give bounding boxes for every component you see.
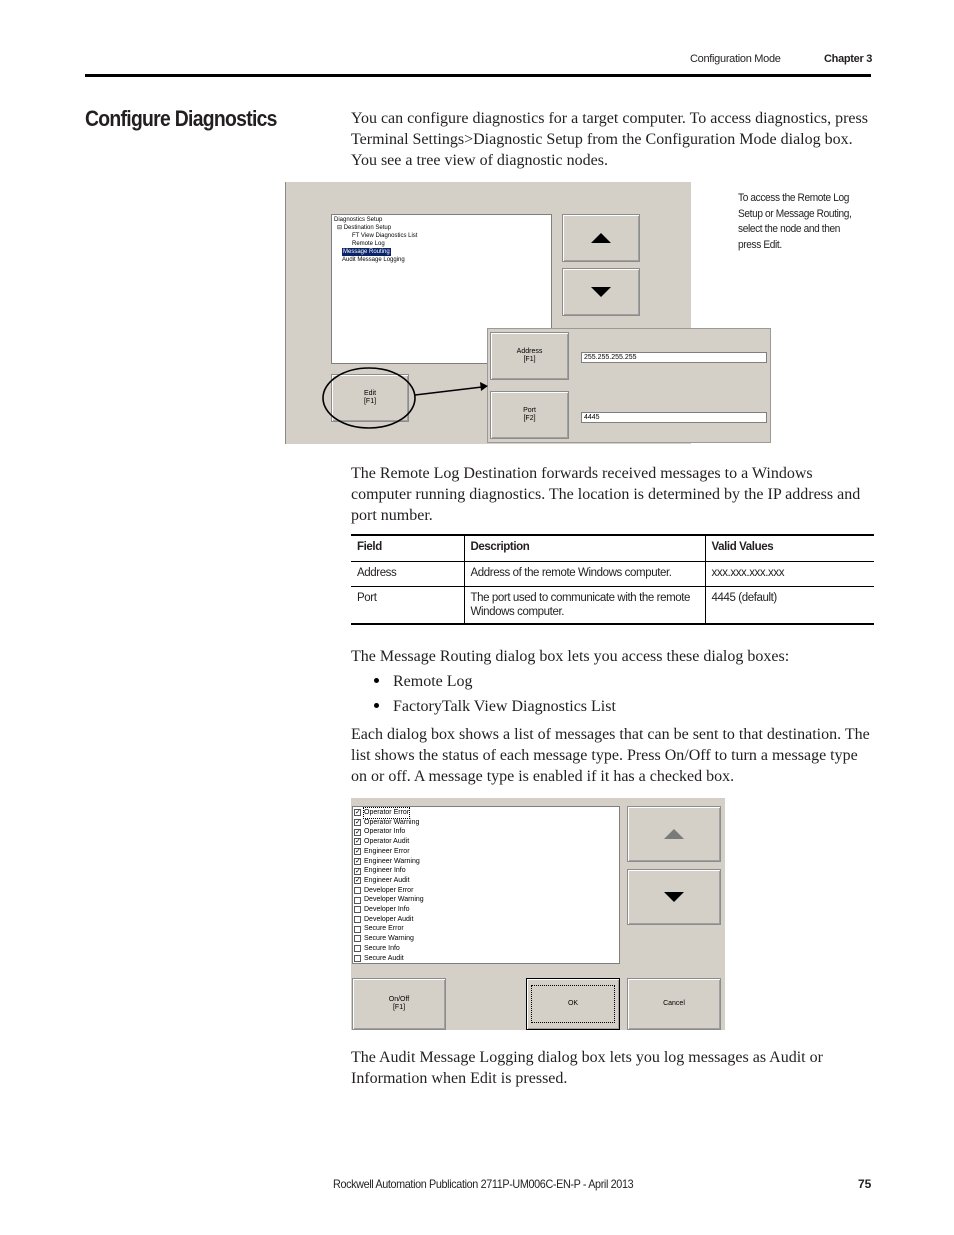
list-item — [354, 934, 618, 944]
table-row — [351, 561, 874, 586]
header-rule — [85, 74, 871, 77]
triangle-up-icon — [664, 829, 684, 839]
table-header-row — [351, 535, 874, 561]
list-item-label: Operator Info — [364, 828, 406, 836]
tree-node-audit-logging: Audit Message Logging — [342, 257, 405, 263]
tree-node-root: Diagnostics Setup — [334, 217, 383, 223]
list-item-label: Secure Error — [364, 925, 404, 933]
port-field: 4445 — [581, 412, 767, 423]
message-type-list — [352, 806, 620, 964]
list-item-label: Operator Error — [364, 809, 410, 816]
edit-highlight-ellipse — [323, 368, 415, 428]
callout-arrow-head — [480, 382, 488, 391]
on-off-button — [352, 978, 446, 1030]
list-item-label: Operator Warning — [364, 818, 420, 826]
running-header-section: Configuration Mode — [690, 53, 781, 65]
table-cell-valid-values: xxx.xxx.xxx.xxx — [705, 561, 874, 586]
list-item — [354, 847, 618, 857]
page-title: Configure Diagnostics — [85, 106, 277, 131]
scroll-up-button — [562, 214, 640, 262]
table-cell-field: Address — [357, 566, 397, 579]
bullet-item — [374, 671, 473, 692]
bullet-text: Remote Log — [393, 673, 473, 690]
list-item — [354, 876, 618, 886]
list-item — [354, 895, 618, 905]
triangle-up-icon — [591, 233, 611, 243]
table-cell-description: The port used to communicate with the remote Windows computer. — [464, 586, 705, 624]
address-button — [490, 332, 569, 380]
list-item-label: Secure Audit — [364, 954, 404, 962]
tree-node-remote-log: Remote Log — [352, 241, 385, 247]
page-number: 75 — [858, 1177, 872, 1191]
checkbox-unchecked-icon — [354, 935, 361, 942]
tree-node-destination: ⊟ Destination Setup — [337, 225, 392, 231]
list-item — [354, 924, 618, 934]
remote-log-paragraph: The Remote Log Destination forwards received messages to a Windows computer running diagnostics. The location is determined by the IP address and port number. — [351, 465, 861, 524]
callout-annotation-svg — [320, 365, 500, 431]
checkbox-checked-icon: ✓ — [355, 867, 361, 875]
list-item-label: Developer Warning — [364, 896, 424, 904]
bullet-dot-icon — [374, 678, 379, 683]
checkbox-checked-icon: ✓ — [355, 819, 361, 827]
checkbox-checked-icon: ✓ — [355, 809, 361, 817]
list-item — [354, 827, 618, 837]
ok-button — [526, 978, 620, 1030]
list-item — [354, 837, 618, 847]
list-item-label: Secure Info — [364, 944, 400, 952]
checkbox-unchecked-icon — [354, 897, 361, 904]
intro-paragraph: You can configure diagnostics for a target computer. To access diagnostics, press Terminal Settings>Diagnostic Setup from the Configuration Mode dialog box. You see a tree view of diagnostic nodes. — [351, 110, 868, 169]
list-item-label: Secure Warning — [364, 935, 414, 943]
list-item — [354, 866, 618, 876]
list-item-label: Engineer Info — [364, 867, 406, 875]
table-row — [351, 586, 874, 624]
message-routing-paragraph: The Message Routing dialog box lets you access these dialog boxes: — [351, 648, 790, 665]
checkbox-unchecked-icon — [354, 926, 361, 933]
checkbox-checked-icon: ✓ — [355, 848, 361, 856]
footer-publication: Rockwell Automation Publication 2711P-UM006C-EN-P - April 2013 — [333, 1177, 634, 1191]
list-item-label: Developer Audit — [364, 915, 414, 923]
list-item-label: Engineer Warning — [364, 857, 420, 865]
edit-button-label: Edit — [363, 390, 377, 397]
list-item — [354, 808, 618, 818]
list-item — [354, 857, 618, 867]
running-header-chapter: Chapter 3 — [824, 53, 873, 65]
port-button-label: Port — [523, 407, 536, 414]
list-item — [354, 886, 618, 896]
list-item-label: Developer Error — [364, 886, 414, 894]
list-item-label: Developer Info — [364, 906, 410, 914]
on-off-button-key: [F1] — [392, 1004, 406, 1011]
cancel-button-label: Cancel — [663, 1000, 685, 1007]
on-off-button-label: On/Off — [388, 996, 410, 1003]
bullet-dot-icon — [374, 703, 379, 708]
checkbox-unchecked-icon — [354, 887, 361, 894]
list-item-label: Operator Audit — [364, 838, 410, 846]
table-header-valid-values: Valid Values — [705, 535, 874, 561]
table-header-field: Field — [357, 541, 382, 553]
tree-node-ft-list: FT View Diagnostics List — [352, 233, 418, 239]
triangle-down-icon — [664, 892, 684, 902]
scroll-down-button — [562, 268, 640, 316]
table-header-description: Description — [464, 535, 705, 561]
callout-arrow-line — [415, 387, 482, 395]
message-list-paragraph: Each dialog box shows a list of messages that can be sent to that destination. The list shows the status of each message type. Press On/Off to turn a message type on or off. A message type is enabled if it has a checked box. — [351, 726, 870, 785]
address-button-key: [F1] — [523, 356, 536, 363]
port-button — [490, 391, 569, 439]
cancel-button — [627, 978, 721, 1030]
list-item — [354, 905, 618, 915]
address-field: 255.255.255.255 — [581, 352, 767, 363]
checkbox-unchecked-icon — [354, 906, 361, 913]
list-item — [354, 954, 618, 964]
checkbox-checked-icon: ✓ — [355, 857, 361, 865]
ok-button-label: OK — [532, 986, 614, 1022]
port-button-key: [F2] — [523, 415, 536, 422]
table-cell-description: Address of the remote Windows computer. — [464, 561, 705, 586]
checkbox-unchecked-icon — [354, 955, 361, 962]
scroll-up-button — [627, 806, 721, 862]
list-item-label: Engineer Audit — [364, 876, 410, 884]
list-item — [354, 915, 618, 925]
remote-log-fields-table — [351, 534, 874, 625]
checkbox-checked-icon: ✓ — [355, 838, 361, 846]
tree-node-message-routing: Message Routing — [343, 249, 390, 255]
scroll-down-button — [627, 869, 721, 925]
list-item — [354, 818, 618, 828]
bullet-text: FactoryTalk View Diagnostics List — [393, 698, 616, 715]
checkbox-checked-icon: ✓ — [355, 877, 361, 885]
list-item — [354, 944, 618, 954]
screenshot-callout: To access the Remote Log Setup or Message Routing, select the node and then press Edit. — [738, 192, 852, 251]
triangle-down-icon — [591, 287, 611, 297]
bullet-item — [374, 696, 616, 717]
audit-logging-paragraph: The Audit Message Logging dialog box lets you log messages as Audit or Information when Edit is pressed. — [351, 1049, 823, 1087]
table-cell-field: Port — [357, 591, 377, 604]
checkbox-checked-icon: ✓ — [355, 828, 361, 836]
table-cell-valid-values: 4445 (default) — [705, 586, 874, 624]
list-item-label: Engineer Error — [364, 847, 410, 855]
checkbox-unchecked-icon — [354, 945, 361, 952]
address-button-label: Address — [516, 348, 543, 355]
edit-button-key: [F1] — [363, 398, 377, 405]
checkbox-unchecked-icon — [354, 916, 361, 923]
